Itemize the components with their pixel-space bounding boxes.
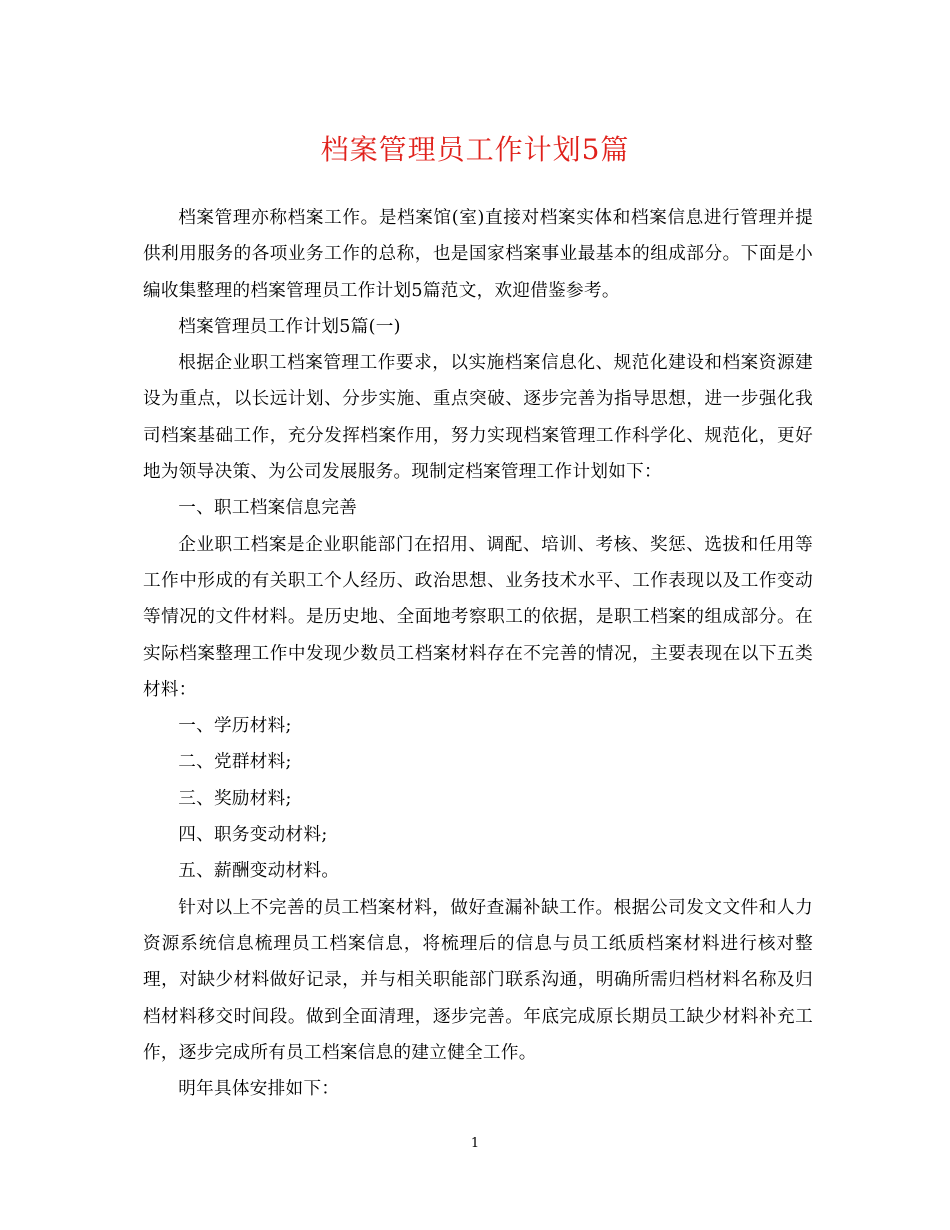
paragraph-intro: 档案管理亦称档案工作。是档案馆(室)直接对档案实体和档案信息进行管理并提供利用服务的各项业务工作的总称，也是国家档案事业最基本的组成部分。下面是小编收集整理的档案管理员工作计划5篇范文，欢迎借鉴参考。 — [143, 208, 813, 301]
paragraph-description: 企业职工档案是企业职能部门在招用、调配、培训、考核、奖惩、选拔和任用等工作中形成的有关职工个人经历、政治思想、业务技术水平、工作表现以及工作变动等情况的文件材料。是历史地、全面地考察职工的依据，是职工档案的组成部分。在实际档案整理工作中发现少数员工档案材料存在不完善的情况，主要表现在以下五类材料： — [143, 534, 813, 700]
document-title: 档案管理员工作计划5篇 — [320, 133, 630, 166]
list-item: 五、薪酬变动材料。 — [178, 861, 340, 882]
list-item: 二、党群材料; — [178, 752, 292, 773]
paragraph-schedule: 明年具体安排如下： — [178, 1079, 340, 1100]
paragraph-measures: 针对以上不完善的员工档案材料，做好查漏补缺工作。根据公司发文文件和人力资源系统信息梳理员工档案信息，将梳理后的信息与员工纸质档案材料进行核对整理，对缺少材料做好记录，并与相关职能部门联系沟通，明确所需归档材料名称及归档材料移交时间段。做到全面清理，逐步完善。年底完成原长期员工缺少材料补充工作，逐步完成所有员工档案信息的建立健全工作。 — [143, 897, 813, 1063]
paragraph-section-heading: 档案管理员工作计划5篇(一) — [178, 316, 401, 337]
list-item: 三、奖励材料; — [178, 788, 292, 809]
paragraph-background: 根据企业职工档案管理工作要求，以实施档案信息化、规范化建设和档案资源建设为重点，以长远计划、分步实施、重点突破、逐步完善为指导思想，进一步强化我司档案基础工作，充分发挥档案作用，努力实现档案管理工作科学化、规范化，更好地为领导决策、为公司发展服务。现制定档案管理工作计划如下： — [143, 353, 813, 483]
list-item: 四、职务变动材料; — [178, 825, 328, 846]
list-item: 一、学历材料; — [178, 716, 292, 737]
paragraph-subheading: 一、职工档案信息完善 — [178, 498, 358, 519]
page-number: 1 — [470, 1136, 480, 1151]
document-body — [143, 200, 813, 1107]
